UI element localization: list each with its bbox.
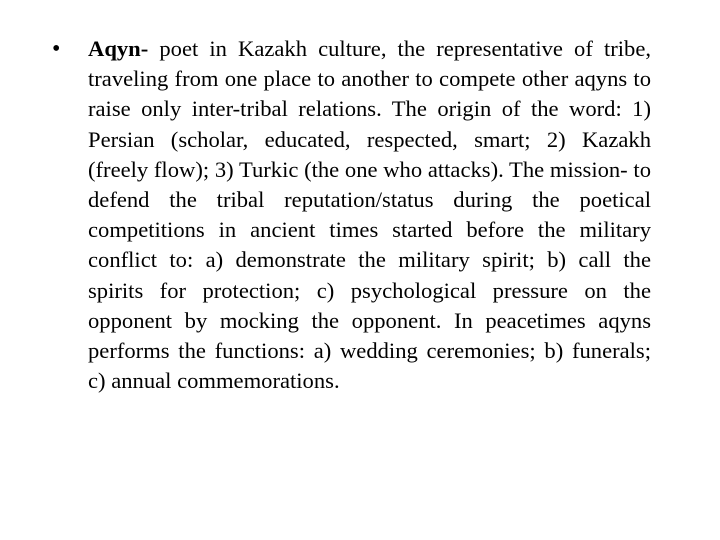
bullet-item <box>52 34 652 396</box>
term-definition: poet in Kazakh culture, the representative of tribe, traveling from one place to another to compete other aqyns to raise only inter-tribal relations. The origin of the word: 1) Persian (scholar, educated, respected, smart; 2) Kazakh (freely flow); 3) Turkic (the one who attacks). The mission- to defend the tribal reputation/status during the poetical competitions in ancient times started before the military conflict to: a) demonstrate the military spirit; b) call the spirits for protection; c) psychological pressure on the opponent by mocking the opponent. In peacetimes aqyns performs the functions: a) wedding ceremonies; b) funerals; c) annual commemorations. <box>88 36 651 394</box>
bullet-point-icon: • <box>52 36 61 62</box>
term-aqyn: Aqyn- <box>88 36 149 61</box>
bullet-paragraph <box>88 34 651 396</box>
